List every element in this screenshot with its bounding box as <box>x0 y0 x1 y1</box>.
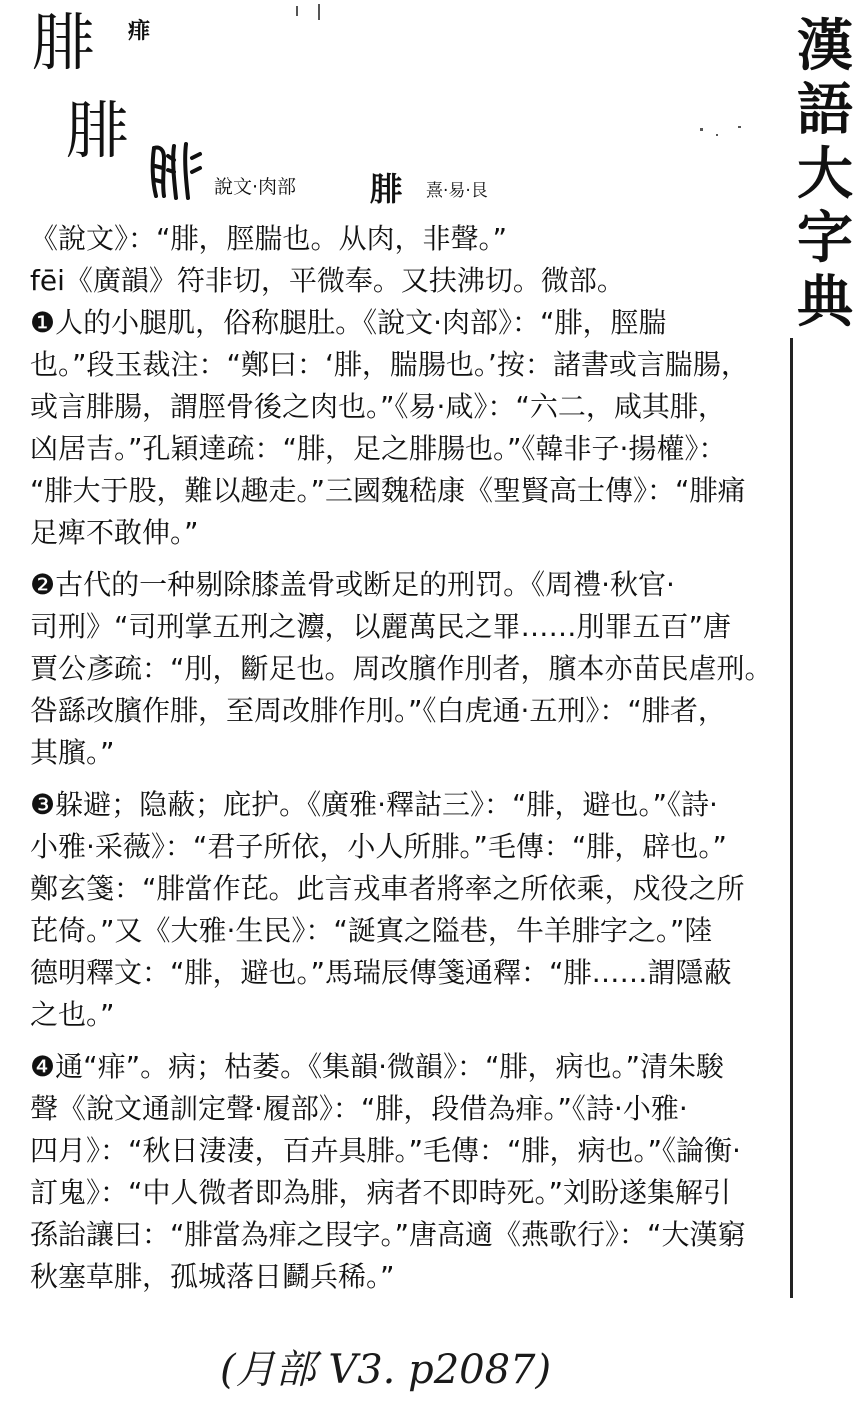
book-title-char: 典 <box>797 269 853 335</box>
seal-source: 說文·肉部 <box>214 176 297 198</box>
paragraph-gap <box>30 1036 785 1046</box>
entry-line: 咎繇改臏作腓，至周改腓作刖。”《白虎通·五刑》：“腓者， <box>30 694 726 727</box>
entry-line: “腓大于股，難以趣走。”三國魏嵇康《聖賢高士傳》：“腓痛 <box>30 474 746 507</box>
entry-line: ❹通“痱”。病；枯萎。《集韻·微韻》：“腓，病也。”清朱駿 <box>30 1050 725 1083</box>
book-title-char: 大 <box>797 141 853 207</box>
entry-line: 凶居吉。”孔穎達疏：“腓，足之腓腸也。”《韓非子·揚權》： <box>30 432 727 465</box>
clerical-form: 腓 <box>370 170 403 208</box>
entry-line: 其臏。” <box>30 736 115 769</box>
entry-line: 賈公彥疏：“刖，斷足也。周改臏作刖者，臏本亦苗民虐刑。 <box>30 652 773 685</box>
seal-script-glyph <box>148 140 204 200</box>
entry-line: fēi《廣韻》符非切，平微奉。又扶沸切。微部。 <box>30 264 625 297</box>
entry-line: 也。”段玉裁注：“鄭曰：‘腓，腨腸也。’按：諸書或言腨腸， <box>30 348 749 381</box>
entry-line: 德明釋文：“腓，避也。”馬瑞辰傳箋通釋：“腓……謂隱蔽 <box>30 956 732 989</box>
entry-line: 小雅·采薇》：“君子所依，小人所腓。”毛傳：“腓，辟也。” <box>30 830 727 863</box>
scan-speck <box>296 6 298 16</box>
clerical-source: 熹·易·艮 <box>426 181 488 201</box>
scan-speck <box>700 128 703 131</box>
scan-speck <box>318 4 320 20</box>
entry-line: 孫詒讓曰：“腓當為痱之叚字。”唐高適《燕歌行》：“大漢窮 <box>30 1218 746 1251</box>
entry-line: 司刑》“司刑掌五刑之灋，以麗萬民之罪……刖罪五百”唐 <box>30 610 732 643</box>
entry-line: ❸躲避；隐蔽；庇护。《廣雅·釋詁三》：“腓，避也。”《詩· <box>30 788 718 821</box>
paragraph-gap <box>30 774 785 784</box>
entry-line: 聲《說文通訓定聲·履部》：“腓，段借為痱。”《詩·小雅· <box>30 1092 688 1125</box>
headword-large: 腓 <box>66 94 129 167</box>
entry-line: ❷古代的一种剔除膝盖骨或断足的刑罚。《周禮·秋官· <box>30 568 675 601</box>
entry-line: 四月》：“秋日淒淒，百卉具腓。”毛傳：“腓，病也。”《論衡· <box>30 1134 741 1167</box>
book-title-char: 字 <box>797 205 853 271</box>
scan-speck <box>716 134 718 136</box>
entry-line: 足痺不敢伸。” <box>30 516 199 549</box>
handwritten-note: (月部 V3. p2087) <box>220 1347 552 1393</box>
entry-line: 鄭玄箋：“腓當作芘。此言戎車者將率之所依乘，戍役之所 <box>30 872 745 905</box>
entry-line: 或言腓腸，謂脛骨後之肉也。”《易·咸》：“六二，咸其腓， <box>30 390 726 423</box>
variant-character: 痱 <box>128 19 151 44</box>
margin-rule <box>790 338 793 1298</box>
paragraph-gap <box>30 554 785 564</box>
entry-line: 之也。” <box>30 998 115 1031</box>
book-title <box>796 14 854 334</box>
entry-body <box>30 218 785 1298</box>
entry-line: ❶人的小腿肌，俗称腿肚。《說文·肉部》：“腓，脛腨 <box>30 306 667 339</box>
entry-line: 《說文》：“腓，脛腨也。从肉，非聲。” <box>30 222 508 255</box>
scan-speck <box>738 126 741 128</box>
entry-line: 訂鬼》：“中人微者即為腓，病者不即時死。”刘盼遂集解引 <box>30 1176 732 1209</box>
book-title-char: 漢 <box>797 13 853 79</box>
entry-line: 芘倚。”又《大雅·生民》：“誕寘之隘巷，牛羊腓字之。”陸 <box>30 914 713 947</box>
entry-line: 秋塞草腓，孤城落日鬬兵稀。” <box>30 1260 395 1293</box>
headword: 腓 <box>32 6 95 79</box>
book-title-char: 語 <box>797 77 853 143</box>
